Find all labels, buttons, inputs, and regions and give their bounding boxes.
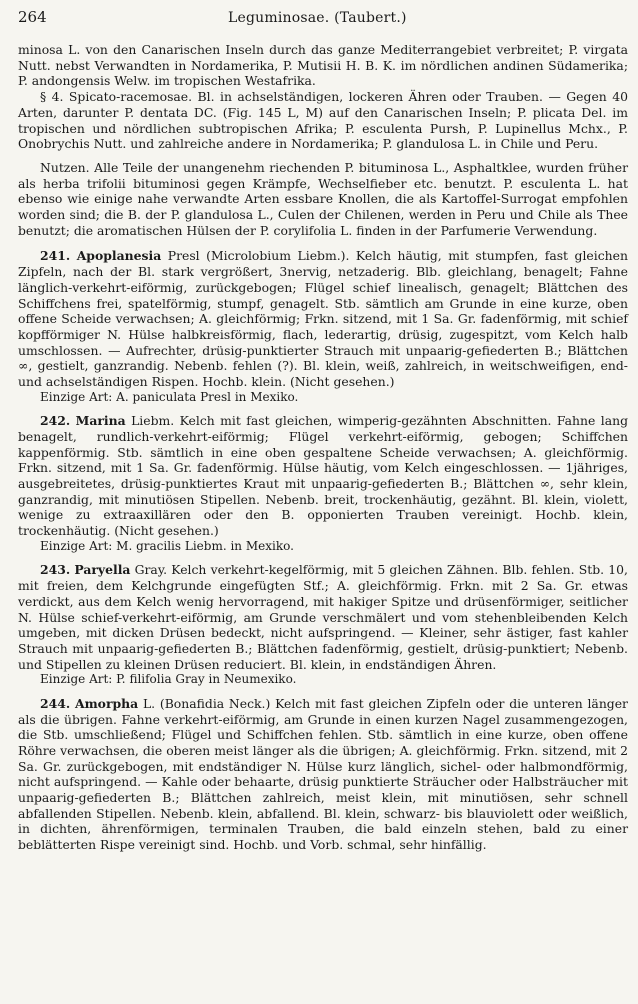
only-species: Einzige Art: P. filifolia Gray in Neumexiko. — [40, 672, 297, 687]
genus-description — [18, 696, 628, 853]
genus-text: Liebm. Kelch mit fast gleichen, wimperig-gezähnten Abschnitten. Fahne lang benagelt, rundlich-verkehrt-eiförmig; Flügel verkehrt-eiförmig, gebogen; Schiffchen kappenförmig. Stb. sämtlich in eine oben gespaltene Scheide verwachsen; A. gleichförmig. Frkn. sitzend, mit 1 Sa. Gr. fadenförmig. Hülse häutig, vom Kelch eingeschlossen. — 1jähriges, ausgebreitetes, drüsig-punktiertes Kraut mit unpaarig-gefiederten B.; Blättchen ∞, sehr klein, ganzrandig, mit minutiösen Stipellen. Nebenb. breit, trockenhäutig, gezähnt. Bl. klein, violett, wenige zu extraaxillären oder den B. opponierten Trauben vereinigt. Hochb. klein, trockenhäutig. (Nicht gesehen.) — [18, 413, 628, 539]
page-header — [18, 8, 628, 32]
genus-entry-amorpha — [18, 696, 628, 853]
genus-name: Paryella — [74, 562, 131, 578]
genus-description — [18, 413, 628, 539]
genus-description — [18, 248, 628, 389]
genus-text: Presl (Microlobium Liebm.). Kelch häutig, mit stumpfen, fast gleichen Zipfeln, nach der Bl. stark vergrößert, 3nervig, netzaderig. Blb. gleichlang, benagelt; Fahne länglich-verkehrt-eiförmig, zurückgebogen; Flügel schief linealisch, genagelt; Blättchen des Schiffchens frei, spatelförmig, stumpf, genagelt. Stb. sämtlich am Grunde in eine kurze, oben offene Scheide verwachsen; A. gleichförmig; Frkn. sitzend, mit 1 Sa. Gr. fadenförmig, mit schief kopfförmiger N. Hülse halbkreisförmig, flach, lederartig, drüsig, zugespitzt, vom Kelch halb umschlossen. — Aufrechter, drüsig-punktierter Strauch mit unpaarig-gefiederten B.; Blättchen ∞, gestielt, ganzrandig. Nebenb. fehlen (?). Bl. klein, weiß, zahlreich, in weitschweifigen, end- und achselständigen Rispen. Hochb. klein. (Nicht gesehen.) — [18, 248, 628, 390]
paragraph-section-4: § 4. Spicato-racemosae. Bl. in achselständigen, lockeren Ähren oder Trauben. — Gegen 40 Arten, darunter P. dentata DC. (Fig. 145 L, M) auf den Canarischen Inseln; P. plicata Del. im tropischen und nördlichen subtropischen Afrika; P. esculenta Pursh, P. Lupinellus Mchx., P. Onobrychis Nutt. und zahlreiche andere in Nordamerika; P. glandulosa L. in Chile und Peru. — [18, 89, 628, 152]
genus-name: Apoplanesia — [76, 248, 162, 264]
genus-entry-paryella — [18, 562, 628, 687]
genus-entry-marina — [18, 413, 628, 554]
genus-description — [18, 562, 628, 672]
page-number: 264 — [18, 8, 47, 26]
genus-name: Marina — [75, 413, 126, 429]
only-species: Einzige Art: A. paniculata Presl in Mexiko. — [40, 389, 299, 404]
paragraph-nutzen: Nutzen. Alle Teile der unangenehm riechenden P. bituminosa L., Asphaltklee, wurden früher als herba trifolii bituminosi gegen Krämpfe, Wechselfieber etc. benutzt. P. esculenta L. hat ebenso wie einige nahe verwandte Arten essbare Knollen, die als Kartoffel-Surrogat empfohlen worden sind; die B. der P. glandulosa L., Culen der Chilenen, werden in Peru und Chile als Thee benutzt; die aromatischen Hülsen der P. corylifolia L. finden in der Parfumerie Verwendung. — [18, 159, 628, 238]
only-species: Einzige Art: M. gracilis Liebm. in Mexiko. — [40, 538, 294, 553]
paragraph-continuation: minosa L. von den Canarischen Inseln durch das ganze Mediterrangebiet verbreitet; P. virgata Nutt. nebst Verwandten in Nordamerika, P. Mutisii H. B. K. im nördlichen andinen Südamerika; P. andongensis Welw. im tropischen Westafrika. — [18, 42, 628, 89]
genus-number: 243. — [40, 562, 71, 578]
genus-text: Gray. Kelch verkehrt-kegelförmig, mit 5 gleichen Zähnen. Blb. fehlen. Stb. 10, mit freien, dem Kelchgrunde eingefügten Stf.; A. gleichförmig. Frkn. mit 2 Sa. Gr. etwas verdickt, aus dem Kelch wenig hervorragend, mit hakiger Spitze und drüsenförmiger, seitlicher N. Hülse schief-verkehrt-eiförmig, am Grunde verschmälert und vom stehenbleibenden Kelch umgeben, mit dicken Drüsen bedeckt, nicht aufspringend. — Kleiner, sehr ästiger, fast kahler Strauch mit unpaarig-gefiederten B.; Blättchen fadenförmig, gestielt, drüsig-punktiert; Nebenb. und Stipellen zu kleinen Drüsen reduciert. Bl. klein, in endständigen Ähren. — [18, 562, 628, 672]
genus-text: L. (Bonafidia Neck.) Kelch mit fast gleichen Zipfeln oder die unteren länger als die übrigen. Fahne verkehrt-eiförmig, am Grunde in einen kurzen Nagel zusammengezogen, die Stb. umschließend; Flügel und Schiffchen fehlen. Stb. sämtlich in eine kurze, oben offene Röhre verwachsen, die oberen meist länger als die übrigen; A. gleichförmig. Frkn. sitzend, mit 2 Sa. Gr. zurückgebogen, mit endständiger N. Hülse kurz länglich, sichel- oder halbmondförmig, nicht aufspringend. — Kahle oder behaarte, drüsig punktierte Sträucher oder Halbsträucher mit unpaarig-gefiederten B.; Blättchen zahlreich, meist klein, mit minutiösen, sehr schnell abfallenden Stipellen. Nebenb. klein, abfallend. Bl. klein, schwarz- bis blauviolett oder weißlich, in dichten, ährenförmigen, terminalen Trauben, die bald einzeln stehen, bald zu einer beblätterten Rispe vereinigt sind. Hochb. und Vorb. schmal, sehr hinfällig. — [18, 695, 628, 853]
genus-number: 244. — [40, 695, 71, 711]
genus-name: Amorpha — [74, 695, 139, 711]
genus-number: 242. — [40, 413, 71, 429]
genus-number: 241. — [40, 248, 71, 264]
running-title: Leguminosae. (Taubert.) — [228, 10, 407, 26]
genus-entry-apoplanesia — [18, 248, 628, 405]
